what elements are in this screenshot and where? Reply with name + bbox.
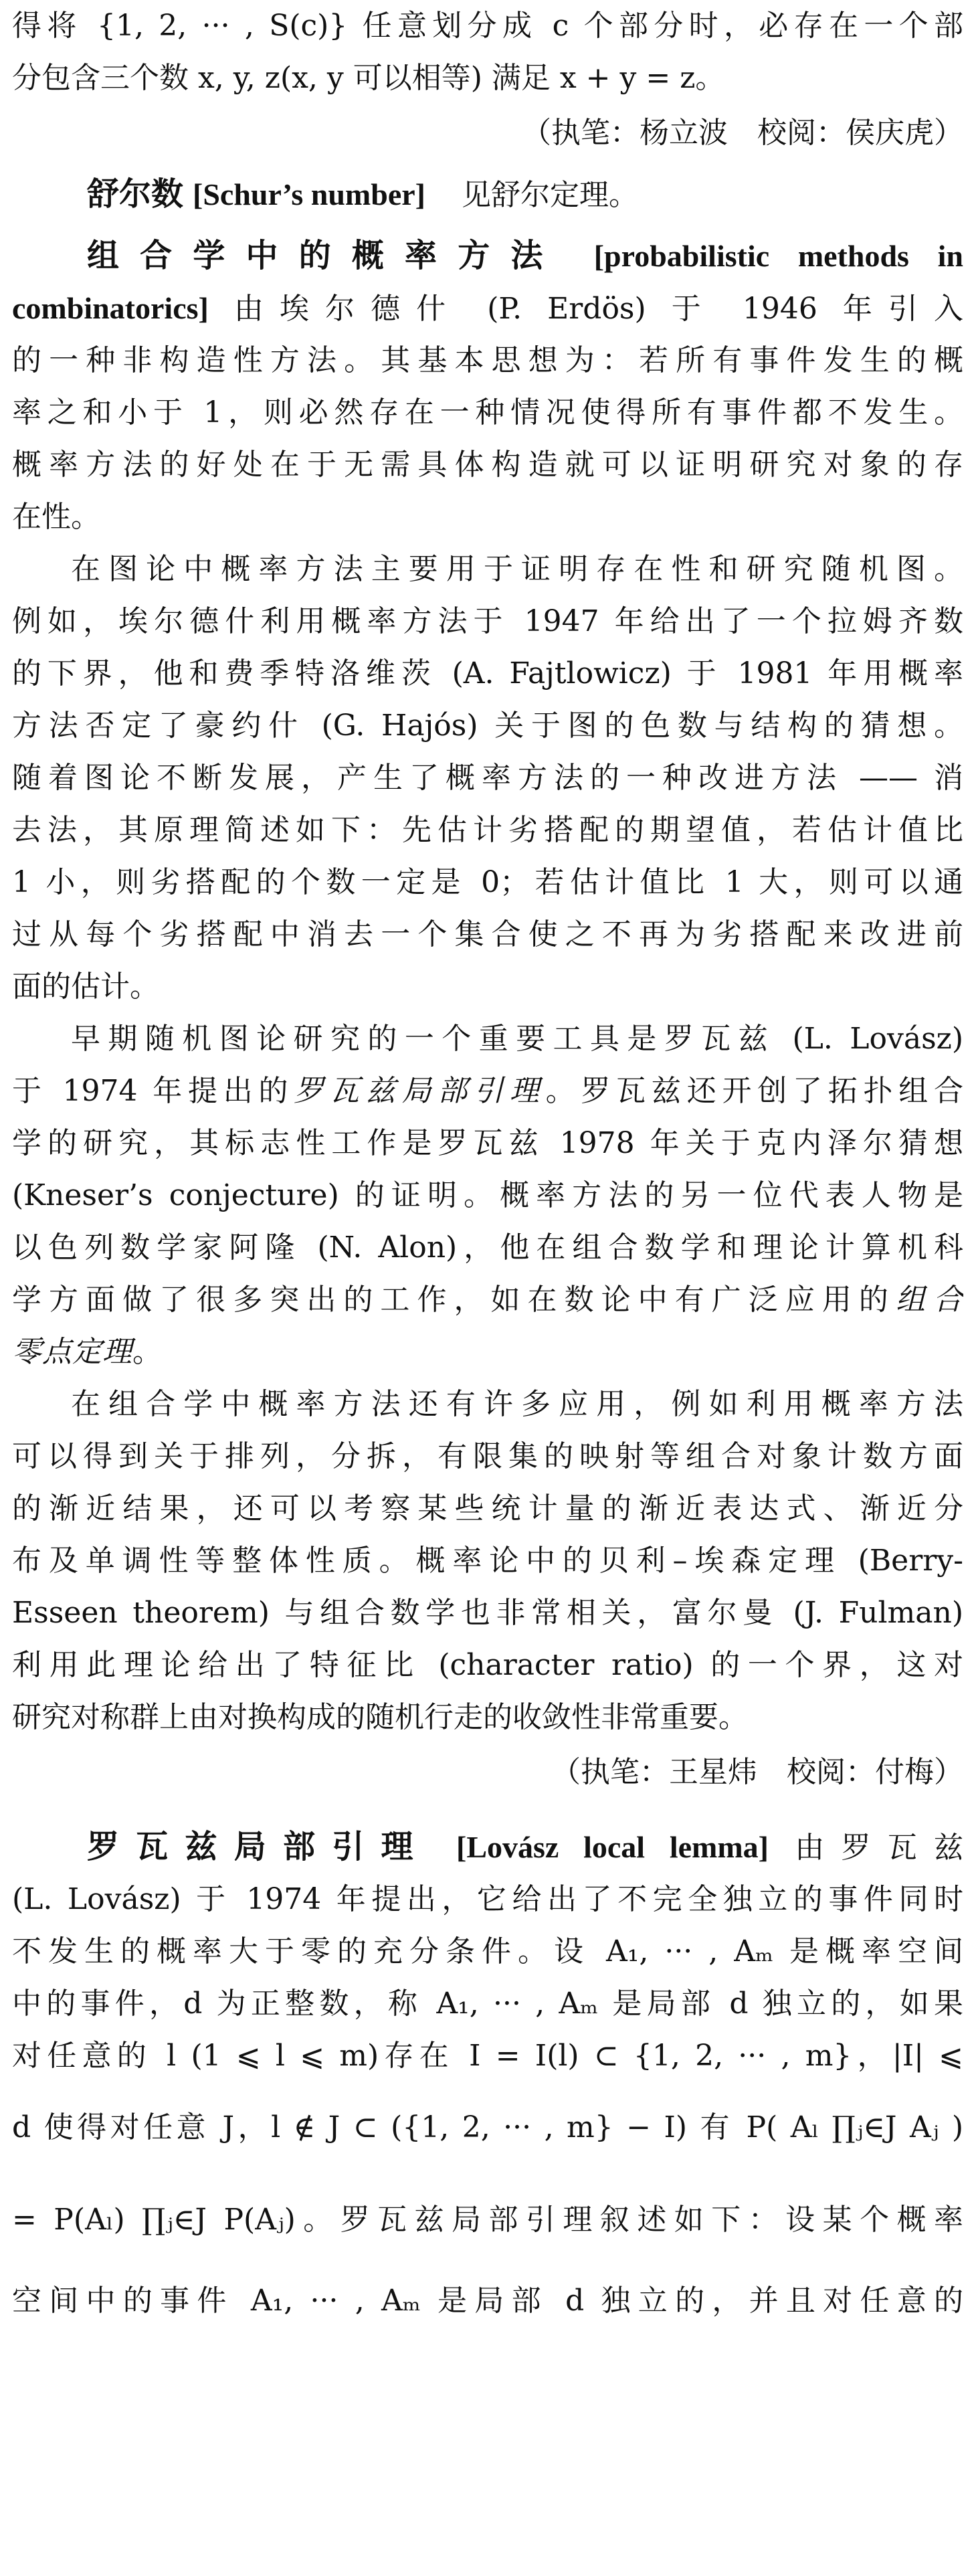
- text-line: 过从每个劣搭配中消去一个集合使之不再为劣搭配来改进前: [12, 917, 963, 951]
- entry-schurs-number: [12, 169, 963, 221]
- entry-text: 学方面做了很多突出的工作，如在数论中有广泛应用的: [12, 1283, 896, 1317]
- text-line: 空间中的事件 A₁, ··· , Aₘ 是局部 d 独立的，并且对任意的: [12, 2284, 963, 2318]
- text-line: 早期随机图论研究的一个重要工具是罗瓦兹 (L. Lovász): [71, 1022, 963, 1056]
- text-line: 在组合学中概率方法还有许多应用，例如利用概率方法: [71, 1387, 963, 1421]
- entry-headword: 舒尔数: [87, 175, 184, 213]
- text-line: 在图论中概率方法主要用于证明存在性和研究随机图。: [71, 552, 963, 586]
- text-line: 率之和小于 1，则必然存在一种情况使得所有事件都不发生。: [12, 395, 963, 430]
- entry-text: 见舒尔定理。: [461, 178, 638, 212]
- entry-text: 于 1974 年提出的: [12, 1074, 294, 1108]
- text-line: (L. Lovász) 于 1974 年提出，它给出了不完全独立的事件同时: [12, 1882, 963, 1916]
- text-line: 对任意的 l (1 ⩽ l ⩽ m)存在 I = I(l) ⊂ {1, 2, ··· , m}，|I| ⩽: [12, 2039, 963, 2073]
- text-line: [12, 1326, 963, 1378]
- entry-headword: 组合学中的概率方法: [87, 237, 564, 274]
- text-line: (Kneser’s conjecture) 的证明。概率方法的另一位代表人物是: [12, 1178, 963, 1212]
- cross-reference: 罗瓦兹局部引理: [294, 1074, 546, 1108]
- text-line: 的下界，他和费季特洛维茨 (A. Fajtlowicz) 于 1981 年用概率: [12, 656, 963, 691]
- author-credit: （执笔：杨立波 校阅：侯庆虎）: [522, 116, 963, 150]
- text-line: 面的估计。: [12, 970, 159, 1004]
- entry-text: 由埃尔德什 (P. Erdös) 于 1946 年引入: [233, 292, 963, 326]
- entry-lovasz-local-lemma: [87, 1821, 963, 1873]
- entry-text: 由罗瓦兹: [795, 1831, 963, 1865]
- text-line: 布及单调性等整体性质。概率论中的贝利–埃森定理 (Berry-: [12, 1544, 963, 1578]
- entry-probabilistic-methods: [87, 230, 963, 282]
- text-line: 得将 {1, 2, ··· , S(c)} 任意划分成 c 个部分时，必存在一个部: [12, 9, 963, 43]
- entry-english-term: [Schur’s number]: [193, 177, 425, 211]
- text-line: 不发生的概率大于零的充分条件。设 A₁, ··· , Aₘ 是概率空间: [12, 1934, 963, 1968]
- text-line: 分包含三个数 x, y, z(x, y 可以相等) 满足 x + y = z。: [12, 61, 725, 95]
- text-line: Esseen theorem) 与组合数学也非常相关，富尔曼 (J. Fulman): [12, 1596, 963, 1630]
- text-line: 去法，其原理简述如下：先估计劣搭配的期望值，若估计值比: [12, 813, 963, 847]
- entry-text: 。罗瓦兹还开创了拓扑组合: [545, 1074, 963, 1108]
- text-line: 利用此理论给出了特征比 (character ratio) 的一个界，这对: [12, 1648, 963, 1682]
- text-line: 1 小，则劣搭配的个数一定是 0；若估计值比 1 大，则可以通: [12, 865, 963, 899]
- formula-line: d 使得对任意 J，l ∉ J ⊂ ({1, 2, ··· , m} − I) 有 P( Aₗ ∏ⱼ∈J Aⱼ ): [12, 2110, 963, 2144]
- text-line: 的一种非构造性方法。其基本思想为：若所有事件发生的概: [12, 343, 963, 377]
- text-line: 例如，埃尔德什利用概率方法于 1947 年给出了一个拉姆齐数: [12, 604, 963, 638]
- text-line: 可以得到关于排列，分拆，有限集的映射等组合对象计数方面: [12, 1439, 963, 1473]
- text-line: 研究对称群上由对换构成的随机行走的收敛性非常重要。: [12, 1700, 748, 1734]
- text-line: 在性。: [12, 500, 100, 534]
- author-credit: （执笔：王星炜 校阅：付梅）: [551, 1755, 963, 1789]
- entry-english-term: [probabilistic methods in: [593, 239, 963, 273]
- text-line: 学的研究，其标志性工作是罗瓦兹 1978 年关于克内泽尔猜想: [12, 1126, 963, 1160]
- entry-headword: 罗瓦兹局部引理: [87, 1828, 430, 1865]
- text-line: 概率方法的好处在于无需具体构造就可以证明研究对象的存: [12, 448, 963, 482]
- text-line: 的渐近结果，还可以考察某些统计量的渐近表达式、渐近分: [12, 1491, 963, 1526]
- text-line: 方法否定了豪约什 (G. Hajós) 关于图的色数与结构的猜想。: [12, 709, 963, 743]
- text-line: 中的事件，d 为正整数，称 A₁, ··· , Aₘ 是局部 d 独立的，如果: [12, 1987, 963, 2021]
- cross-reference: 组合: [895, 1283, 963, 1317]
- text-line: [12, 1065, 963, 1117]
- entry-english-term: [Lovász local lemma]: [456, 1830, 769, 1864]
- entry-text: 。: [132, 1335, 162, 1369]
- entry-english-term: combinatorics]: [12, 291, 209, 325]
- text-line: 随着图论不断发展，产生了概率方法的一种改进方法 —— 消: [12, 761, 963, 795]
- formula-line: = P(Aₗ) ∏ⱼ∈J P(Aⱼ)。罗瓦兹局部引理叙述如下：设某个概率: [12, 2203, 963, 2237]
- text-line: [12, 282, 963, 335]
- text-line: 以色列数学家阿隆 (N. Alon)，他在组合数学和理论计算机科: [12, 1230, 963, 1265]
- text-line: [12, 1274, 963, 1326]
- cross-reference: 零点定理: [12, 1335, 132, 1369]
